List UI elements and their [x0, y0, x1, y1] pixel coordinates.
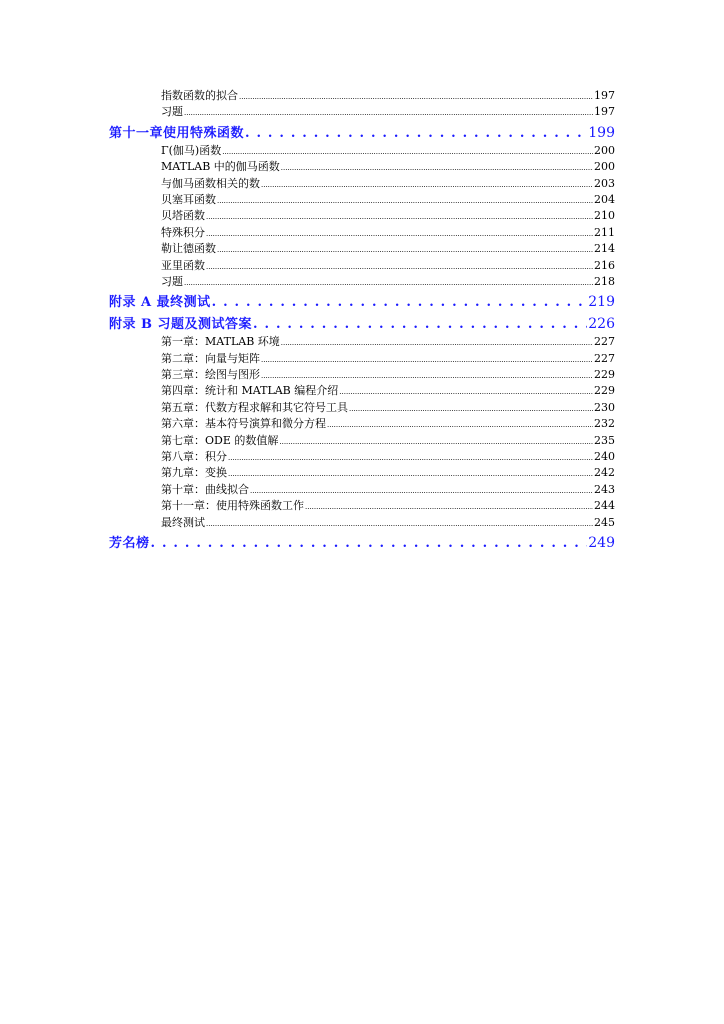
toc-entry[interactable]	[109, 351, 615, 367]
toc-entry[interactable]	[109, 143, 615, 159]
toc-dot-leader	[206, 515, 593, 532]
toc-entry-title: 第一章：MATLAB 环境	[161, 335, 280, 349]
toc-entry-page: 229	[594, 368, 615, 382]
toc-entry-page: 218	[594, 274, 615, 288]
toc-entry-title: 贝塔函数	[161, 209, 205, 223]
toc-chapter-page: 226	[588, 316, 615, 333]
toc-chapter-title: 附录 A 最终测试	[109, 295, 211, 311]
toc-dot-leader	[349, 400, 593, 417]
toc-dot-leader	[339, 383, 593, 400]
toc-entry[interactable]	[109, 383, 615, 399]
toc-entry-title: 习题	[161, 274, 183, 288]
toc-chapter-title: 附录 B 习题及测试答案	[109, 317, 253, 333]
toc-entry[interactable]	[109, 515, 615, 531]
toc-entry-title: 勒让德函数	[161, 242, 216, 256]
toc-entry[interactable]	[109, 241, 615, 257]
toc-honor-roll[interactable]	[109, 531, 615, 553]
toc-dot-leader	[261, 176, 593, 193]
toc-dot-leader	[239, 88, 593, 105]
toc-entry-page: 197	[594, 105, 615, 119]
toc-chapter-title: 第十一章使用特殊函数	[109, 125, 245, 141]
toc-entry[interactable]	[109, 208, 615, 224]
toc-chapter-11[interactable]	[109, 121, 615, 143]
table-of-contents	[109, 88, 615, 553]
toc-dot-leader	[206, 258, 593, 275]
toc-dot-leader	[217, 241, 593, 258]
toc-entry-page: 243	[594, 482, 615, 496]
toc-chapter-title: 芳名榜	[109, 535, 150, 551]
toc-entry-page: 227	[594, 335, 615, 349]
toc-dot-leader	[279, 433, 593, 450]
toc-entry-page: 197	[594, 89, 615, 102]
toc-entry-page: 230	[594, 400, 615, 414]
toc-entry-page: 229	[594, 384, 615, 398]
toc-entry-page: 232	[594, 417, 615, 431]
toc-dot-leader	[305, 498, 593, 515]
toc-dot-leader	[206, 225, 593, 242]
toc-dot-leader	[228, 449, 593, 466]
toc-entry-title: Γ(伽马)函数	[161, 143, 222, 157]
toc-dot-leader	[184, 274, 593, 291]
toc-entry-title: 与伽马函数相关的数	[161, 176, 260, 190]
toc-entry[interactable]	[109, 104, 615, 120]
toc-dot-leader	[217, 192, 593, 209]
toc-entry-title: 第二章：向量与矩阵	[161, 351, 260, 365]
toc-dot-leader	[151, 531, 588, 555]
toc-entry-title: 第九章：变换	[161, 466, 227, 480]
toc-entry-title: 特殊积分	[161, 225, 205, 239]
toc-entry-title: 贝塞耳函数	[161, 192, 216, 206]
toc-entry[interactable]	[109, 498, 615, 514]
toc-entry[interactable]	[109, 400, 615, 416]
toc-dot-leader	[222, 143, 593, 160]
toc-entry[interactable]	[109, 465, 615, 481]
toc-dot-leader	[281, 334, 593, 351]
toc-dot-leader	[261, 351, 593, 368]
toc-entry-title: 第三章：绘图与图形	[161, 368, 260, 382]
toc-entry-page: 203	[594, 176, 615, 190]
toc-entry-title: 第五章：代数方程求解和其它符号工具	[161, 400, 348, 414]
toc-entry-page: 204	[594, 192, 615, 206]
toc-entry[interactable]	[109, 334, 615, 350]
toc-chapter-page: 249	[588, 534, 615, 551]
toc-entry-page: 211	[594, 225, 615, 239]
toc-entry[interactable]	[109, 416, 615, 432]
toc-entry-page: 200	[594, 143, 615, 157]
toc-entry-title: 第六章：基本符号演算和微分方程	[161, 417, 326, 431]
toc-dot-leader	[206, 208, 593, 225]
toc-entry-title: 第四章：统计和 MATLAB 编程介绍	[161, 384, 339, 398]
toc-entry-page: 210	[594, 209, 615, 223]
toc-entry-page: 235	[594, 433, 615, 447]
toc-entry[interactable]	[109, 449, 615, 465]
toc-entry[interactable]	[109, 225, 615, 241]
toc-appendix-b[interactable]	[109, 312, 615, 334]
toc-entry[interactable]	[109, 88, 615, 104]
toc-entry-page: 245	[594, 515, 615, 529]
toc-dot-leader	[184, 104, 593, 121]
toc-entry-page: 227	[594, 351, 615, 365]
toc-entry[interactable]	[109, 176, 615, 192]
toc-dot-leader	[281, 159, 593, 176]
toc-entry-title: 最终测试	[161, 515, 205, 529]
toc-dot-leader	[253, 312, 587, 336]
toc-entry[interactable]	[109, 274, 615, 290]
toc-entry[interactable]	[109, 482, 615, 498]
toc-appendix-a[interactable]	[109, 290, 615, 312]
toc-entry[interactable]	[109, 192, 615, 208]
toc-entry-page: 240	[594, 450, 615, 464]
toc-chapter-page: 219	[588, 294, 615, 311]
toc-entry[interactable]	[109, 433, 615, 449]
toc-entry-title: 第十章：曲线拟合	[161, 482, 249, 496]
toc-chapter-page: 199	[588, 124, 615, 141]
toc-entry[interactable]	[109, 159, 615, 175]
toc-entry-title: 习题	[161, 105, 183, 119]
toc-dot-leader	[228, 465, 593, 482]
toc-dot-leader	[261, 367, 593, 384]
toc-entry-page: 244	[594, 499, 615, 513]
toc-entry-page: 216	[594, 258, 615, 272]
toc-entry-page: 242	[594, 466, 615, 480]
toc-entry-title: 第八章：积分	[161, 450, 227, 464]
toc-entry-title: 指数函数的拟合	[161, 89, 238, 102]
toc-entry-title: 第十一章：使用特殊函数工作	[161, 499, 304, 513]
toc-dot-leader	[212, 290, 588, 314]
toc-entry-title: 亚里函数	[161, 258, 205, 272]
toc-dot-leader	[245, 121, 587, 145]
toc-dot-leader	[250, 482, 593, 499]
toc-entry-title: MATLAB 中的伽马函数	[161, 160, 280, 174]
toc-entry-page: 200	[594, 160, 615, 174]
toc-entry[interactable]	[109, 258, 615, 274]
toc-entry-title: 第七章：ODE 的数值解	[161, 433, 279, 447]
toc-entry[interactable]	[109, 367, 615, 383]
toc-entry-page: 214	[594, 242, 615, 256]
toc-dot-leader	[327, 416, 593, 433]
